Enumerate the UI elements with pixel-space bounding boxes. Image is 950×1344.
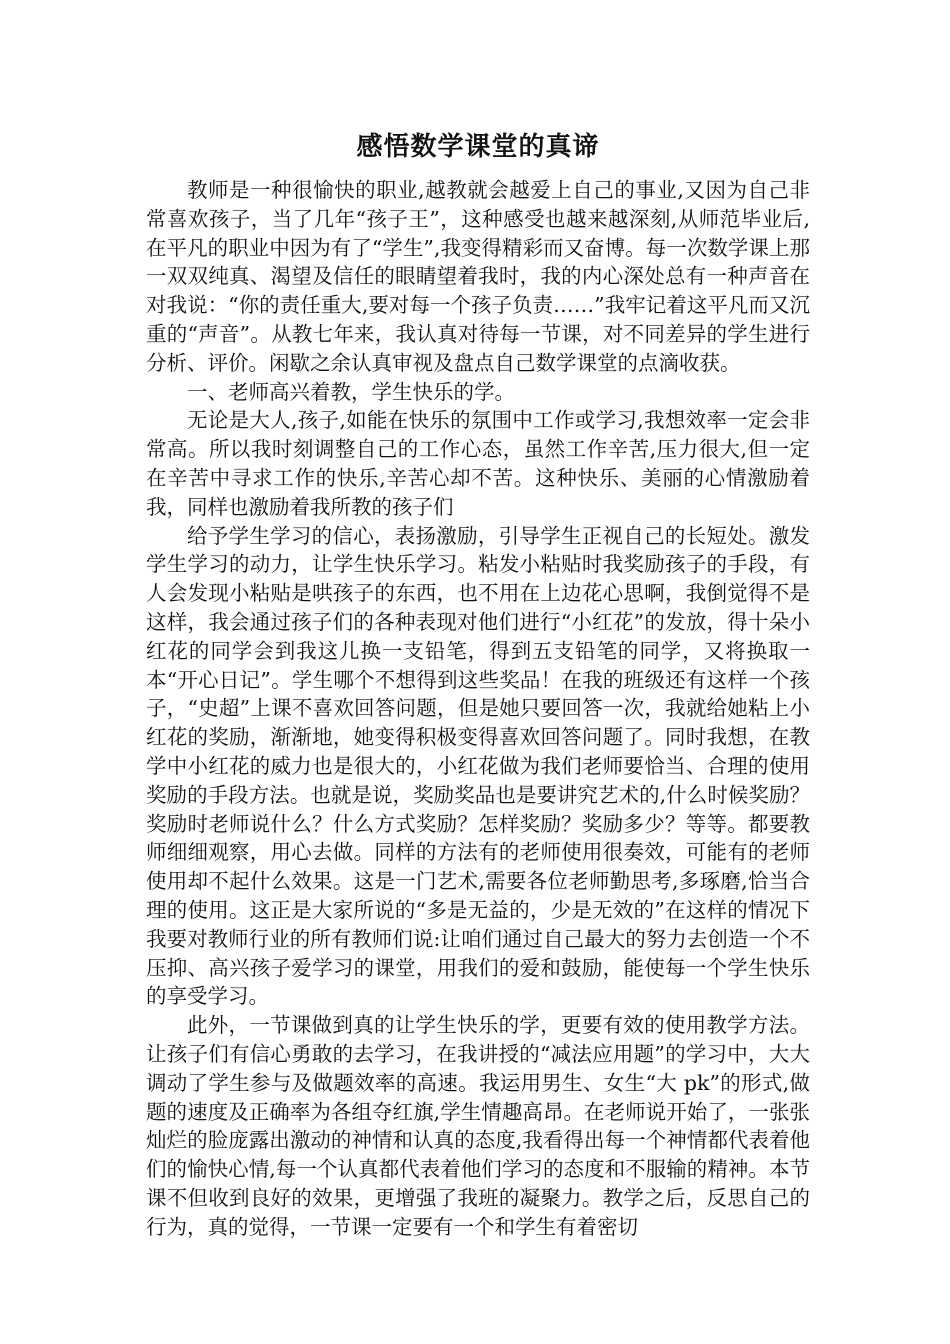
paragraph-intro: 教师是一种很愉快的职业,越教就会越爱上自己的事业,又因为自己非常喜欢孩子，当了几年“孩子王”，这种感受也越来越深刻,从师范毕业后,在平凡的职业中因为有了“学生”,我变得精彩而又奋博。每一次数学课上那一双双纯真、渴望及信任的眼睛望着我时，我的内心深处总有一种声音在对我说：“你的责任重大,要对每一个孩子负责……”我牢记着这平凡而又沉重的“声音”。从教七年来，我认真对待每一节课，对不同差异的学生进行分析、评价。闲歇之余认真审视及盘点自己数学课堂的点滴收获。 [146,178,810,375]
document-page [146,128,810,1241]
document-title: 感悟数学课堂的真谛 [356,132,600,162]
paragraph-teaching-methods: 此外，一节课做到真的让学生快乐的学，更要有效的使用教学方法。让孩子们有信心勇敢的去学习，在我讲授的“减法应用题”的学习中，大大调动了学生参与及做题效率的高速。我运用男生、女生“大 pk”的形式,做题的速度及正确率为各组夺红旗,学生情趣高昂。在老师说开始了，一张张灿烂的脸庞露出激动的神情和认真的态度,我看得出每一个神情都代表着他们的愉快心情,每一个认真都代表着他们学习的态度和不服输的精神。本节课不但收到良好的效果，更增强了我班的凝聚力。教学之后，反思自己的行为，真的觉得，一节课一定要有一个和学生有着密切 [146,1013,810,1239]
section-heading-1: 一、老师高兴着教，学生快乐的学。 [187,379,515,404]
paragraph-rewards: 给予学生学习的信心，表扬激励，引导学生正视自己的长短处。激发学生学习的动力，让学生快乐学习。粘发小粘贴时我奖励孩子的手段，有人会发现小粘贴是哄孩子的东西，也不用在上边花心思啊，我倒觉得不是这样，我会通过孩子们的各种表现对他们进行“小红花”的发放，得十朵小红花的同学会到我这儿换一支铅笔，得到五支铅笔的同学，又将换取一本“开心日记”。学生哪个不想得到这些奖品！在我的班级还有这样一个孩子，“史超”上课不喜欢回答问题，但是她只要回答一次，我就给她粘上小红花的奖励，渐渐地，她变得积极变得喜欢回答问题了。同时我想，在教学中小红花的威力也是很大的，小红花做为我们老师要恰当、合理的使用奖励的手段方法。也就是说，奖励奖品也是要讲究艺术的,什么时候奖励？奖励时老师说什么？什么方式奖励？怎样奖励？奖励多少？等等。都要教师细细观察，用心去做。同样的方法有的老师使用很奏效，可能有的老师使用却不起什么效果。这是一门艺术,需要各位老师勤思考,多琢磨,恰当合理的使用。这正是大家所说的“多是无益的，少是无效的”在这样的情况下我要对教师行业的所有教师们说:让咱们通过自己最大的努力去创造一个不压抑、高兴孩子爱学习的课堂，用我们的爱和鼓励，能使每一个学生快乐的享受学习。 [146,523,810,1009]
paragraph-happy-learning: 无论是大人,孩子,如能在快乐的氛围中工作或学习,我想效率一定会非常高。所以我时刻调整自己的工作心态，虽然工作辛苦,压力很大,但一定在辛苦中寻求工作的快乐,辛苦心却不苦。这种快乐、美丽的心情激励着我，同样也激励着我所教的孩子们 [146,408,810,519]
